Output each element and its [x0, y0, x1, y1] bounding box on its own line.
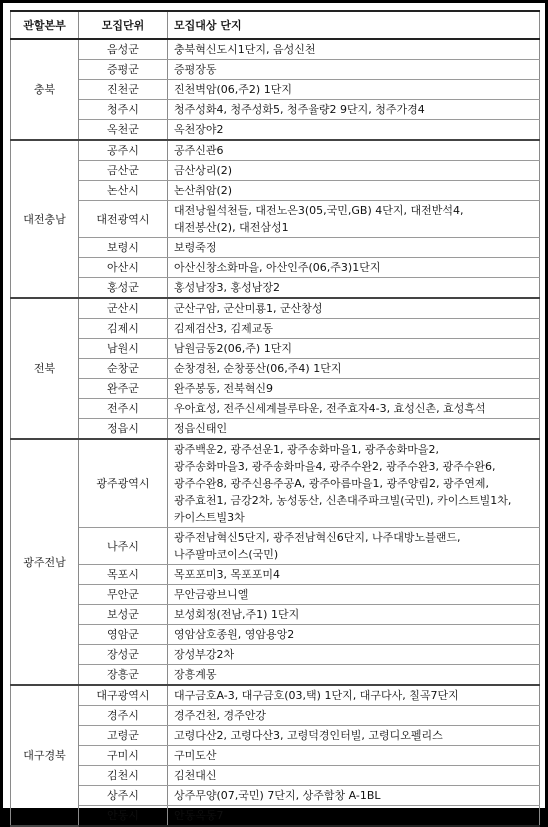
unit-cell: 안동시 [79, 806, 168, 827]
site-cell [168, 605, 540, 625]
site-line: 옥천장야2 [174, 123, 224, 136]
site-line: 장성부강2차 [174, 648, 235, 661]
region-cell: 대전충남 [11, 140, 79, 298]
site-line: 나주팔마코이스(국민) [174, 548, 279, 561]
table-row [11, 786, 540, 806]
site-line: 완주봉동, 전북혁신9 [174, 382, 273, 395]
site-line: 경주건천, 경주안강 [174, 709, 267, 722]
table-header [11, 11, 540, 39]
site-line: 청주성화4, 청주성화5, 청주율량2 9단지, 청주가경4 [174, 103, 425, 116]
table-row [11, 258, 540, 278]
unit-cell: 대전광역시 [79, 201, 168, 238]
site-line: 대구금호A-3, 대구금호(03,택) 1단지, 대구다사, 칠곡7단지 [174, 689, 459, 702]
unit-cell: 김천시 [79, 766, 168, 786]
unit-cell: 남원시 [79, 339, 168, 359]
site-cell [168, 100, 540, 120]
table-row [11, 319, 540, 339]
unit-cell: 장흥군 [79, 665, 168, 686]
site-cell [168, 60, 540, 80]
site-line: 상주무양(07,국민) 7단지, 상주함창 A-1BL [174, 789, 381, 802]
region-cell: 대구경북 [11, 685, 79, 826]
table-row [11, 625, 540, 645]
site-cell [168, 161, 540, 181]
site-cell [168, 625, 540, 645]
unit-cell: 보성군 [79, 605, 168, 625]
site-cell [168, 80, 540, 100]
site-line: 논산취암(2) [174, 184, 233, 197]
region-cell: 광주전남 [11, 439, 79, 685]
site-cell [168, 665, 540, 686]
site-cell [168, 379, 540, 399]
site-cell [168, 766, 540, 786]
unit-cell: 나주시 [79, 528, 168, 565]
table-row [11, 60, 540, 80]
table-row [11, 298, 540, 319]
table-body [11, 39, 540, 826]
unit-cell: 장성군 [79, 645, 168, 665]
header-site: 모집대상 단지 [168, 11, 540, 39]
site-cell [168, 120, 540, 141]
unit-cell: 순창군 [79, 359, 168, 379]
site-line: 대전낭월석천들, 대전노은3(05,국민,GB) 4단지, 대전반석4, [174, 204, 464, 217]
unit-cell: 경주시 [79, 706, 168, 726]
unit-cell: 논산시 [79, 181, 168, 201]
site-line: 증평장동 [174, 63, 217, 76]
table-row [11, 359, 540, 379]
table-row [11, 140, 540, 161]
unit-cell: 공주시 [79, 140, 168, 161]
site-cell [168, 339, 540, 359]
table-row [11, 419, 540, 440]
unit-cell: 홍성군 [79, 278, 168, 299]
unit-cell: 목포시 [79, 565, 168, 585]
site-cell [168, 298, 540, 319]
site-line: 안동옥동7 [174, 809, 224, 822]
table-row [11, 339, 540, 359]
site-cell [168, 258, 540, 278]
document-page [3, 3, 545, 822]
site-line: 보령죽정 [174, 241, 217, 254]
unit-cell: 상주시 [79, 786, 168, 806]
site-cell [168, 419, 540, 440]
site-line: 정읍신태인 [174, 422, 228, 435]
table-row [11, 726, 540, 746]
table-row [11, 706, 540, 726]
unit-cell: 영암군 [79, 625, 168, 645]
site-line: 구미도산 [174, 749, 217, 762]
table-row [11, 379, 540, 399]
site-cell [168, 786, 540, 806]
unit-cell: 진천군 [79, 80, 168, 100]
table-row [11, 746, 540, 766]
site-cell [168, 806, 540, 827]
site-cell [168, 746, 540, 766]
table-row [11, 278, 540, 299]
site-line: 광주수완8, 광주신용주공A, 광주아름마을1, 광주양림2, 광주연제, [174, 477, 490, 490]
site-line: 순창경천, 순창풍산(06,주4) 1단지 [174, 362, 342, 375]
table-row [11, 120, 540, 141]
site-cell [168, 726, 540, 746]
site-cell [168, 278, 540, 299]
site-line: 홍성남장3, 홍성남장2 [174, 281, 280, 294]
site-cell [168, 140, 540, 161]
table-row [11, 528, 540, 565]
header-region: 관할본부 [11, 11, 79, 39]
table-row [11, 766, 540, 786]
table-row [11, 645, 540, 665]
unit-cell: 전주시 [79, 399, 168, 419]
unit-cell: 금산군 [79, 161, 168, 181]
unit-cell: 고령군 [79, 726, 168, 746]
site-line: 카이스트빌3차 [174, 511, 245, 524]
unit-cell: 군산시 [79, 298, 168, 319]
table-row [11, 238, 540, 258]
site-line: 고령다산2, 고령다산3, 고령덕경인터빌, 고령디오펠리스 [174, 729, 443, 742]
table-row [11, 685, 540, 706]
site-cell [168, 319, 540, 339]
site-line: 충북혁신도시1단지, 음성신천 [174, 43, 316, 56]
unit-cell: 광주광역시 [79, 439, 168, 528]
site-line: 공주신관6 [174, 144, 224, 157]
site-line: 장흥계몽 [174, 668, 217, 681]
site-line: 아산신창소화마을, 아산인주(06,주3)1단지 [174, 261, 381, 274]
unit-cell: 증평군 [79, 60, 168, 80]
header-unit: 모집단위 [79, 11, 168, 39]
unit-cell: 완주군 [79, 379, 168, 399]
region-cell: 전북 [11, 298, 79, 439]
table-row [11, 565, 540, 585]
table-row [11, 161, 540, 181]
site-line: 광주백운2, 광주선운1, 광주송화마을1, 광주송화마을2, [174, 443, 439, 456]
site-line: 광주전남혁신5단지, 광주전남혁신6단지, 나주대방노블랜드, [174, 531, 461, 544]
site-line: 광주효천1, 금강2차, 농성동산, 신촌대주파크빌(국민), 카이스트빌1차, [174, 494, 512, 507]
unit-cell: 대구광역시 [79, 685, 168, 706]
site-line: 진천벽암(06,주2) 1단지 [174, 83, 292, 96]
region-cell: 충북 [11, 39, 79, 140]
table-row [11, 439, 540, 528]
site-line: 광주송화마을3, 광주송화마을4, 광주수완2, 광주수완3, 광주수완6, [174, 460, 496, 473]
site-line: 남원금동2(06,주) 1단지 [174, 342, 292, 355]
site-cell [168, 238, 540, 258]
site-cell [168, 181, 540, 201]
unit-cell: 무안군 [79, 585, 168, 605]
recruitment-table [10, 10, 540, 827]
table-row [11, 181, 540, 201]
site-line: 김제검산3, 김제교동 [174, 322, 273, 335]
table-row [11, 80, 540, 100]
unit-cell: 음성군 [79, 39, 168, 60]
site-cell [168, 645, 540, 665]
site-line: 대전봉산(2), 대전삼성1 [174, 221, 289, 234]
unit-cell: 청주시 [79, 100, 168, 120]
unit-cell: 옥천군 [79, 120, 168, 141]
site-line: 무안금광브니엘 [174, 588, 249, 601]
site-line: 영암삼호종원, 영암용앙2 [174, 628, 295, 641]
site-line: 목포포미3, 목포포미4 [174, 568, 280, 581]
site-cell [168, 359, 540, 379]
table-row [11, 201, 540, 238]
site-line: 보성회정(전남,주1) 1단지 [174, 608, 300, 621]
unit-cell: 구미시 [79, 746, 168, 766]
site-line: 김천대신 [174, 769, 217, 782]
table-row [11, 585, 540, 605]
site-cell [168, 706, 540, 726]
site-line: 금산상리(2) [174, 164, 233, 177]
table-row [11, 605, 540, 625]
site-cell [168, 585, 540, 605]
unit-cell: 아산시 [79, 258, 168, 278]
table-row [11, 100, 540, 120]
site-cell [168, 399, 540, 419]
site-cell [168, 201, 540, 238]
site-cell [168, 528, 540, 565]
table-row [11, 39, 540, 60]
table-row [11, 399, 540, 419]
table-row [11, 665, 540, 686]
site-line: 군산구암, 군산미룡1, 군산창성 [174, 302, 323, 315]
site-line: 우아효성, 전주신세계블루타운, 전주효자4-3, 효성신촌, 효성흑석 [174, 402, 486, 415]
site-cell [168, 39, 540, 60]
unit-cell: 김제시 [79, 319, 168, 339]
site-cell [168, 565, 540, 585]
site-cell [168, 685, 540, 706]
unit-cell: 정읍시 [79, 419, 168, 440]
unit-cell: 보령시 [79, 238, 168, 258]
site-cell [168, 439, 540, 528]
table-row [11, 806, 540, 827]
